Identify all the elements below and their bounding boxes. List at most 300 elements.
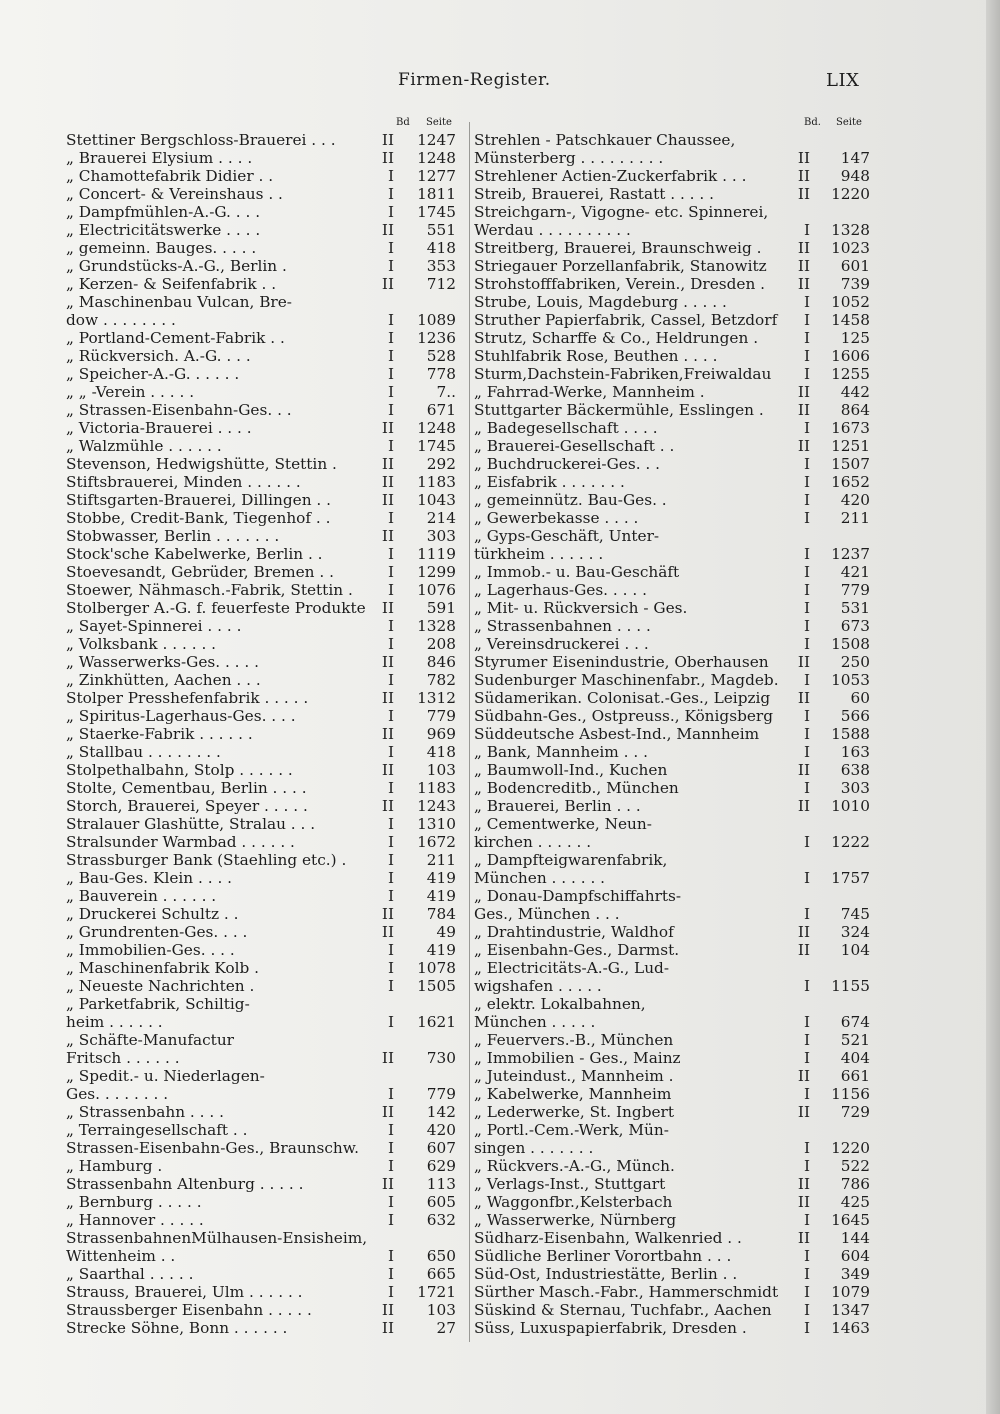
entry-page: 49: [436, 923, 456, 941]
entry-volume: II: [381, 689, 394, 707]
entry-page: 784: [426, 905, 456, 923]
entry-volume: II: [381, 419, 394, 437]
entry-volume: I: [387, 563, 394, 581]
register-entry: [66, 1229, 468, 1247]
register-entry: [474, 689, 872, 707]
entry-name: „ Speicher-A.-G. . . . . .: [66, 365, 240, 383]
entry-name: Strecke Söhne, Bonn . . . . . .: [66, 1319, 288, 1337]
entry-name: „ Bodencreditb., München: [474, 779, 679, 797]
entry-name: München . . . . .: [474, 1013, 596, 1031]
entry-name: Süddeutsche Asbest-Ind., Mannheim: [474, 725, 760, 743]
right-column: [474, 117, 872, 1337]
entry-name: „ Walzmühle . . . . . .: [66, 437, 222, 455]
register-entry: [474, 185, 872, 203]
entry-volume: I: [387, 383, 394, 401]
entry-volume: II: [381, 455, 394, 473]
entry-name: „ Maschinenfabrik Kolb .: [66, 959, 260, 977]
entry-name: „ Mit- u. Rückversich - Ges.: [474, 599, 688, 617]
register-entry: [66, 401, 468, 419]
entry-name: „ Verlags-Inst., Stuttgart: [474, 1175, 666, 1193]
entry-volume: II: [381, 653, 394, 671]
entry-page: 864: [840, 401, 870, 419]
register-entry: [474, 1121, 872, 1139]
register-entry: [66, 1247, 468, 1265]
entry-volume: II: [381, 527, 394, 545]
entry-volume: I: [387, 167, 394, 185]
register-entry: [66, 311, 468, 329]
entry-volume: I: [387, 581, 394, 599]
entry-name: „ Staerke-Fabrik . . . . . .: [66, 725, 253, 743]
entry-name: „ Wasserwerke, Nürnberg: [474, 1211, 677, 1229]
register-entry: [66, 491, 468, 509]
register-entry: [66, 221, 468, 239]
entry-page: 1043: [417, 491, 456, 509]
entry-page: 786: [840, 1175, 870, 1193]
register-entry: [66, 635, 468, 653]
register-entry: [474, 437, 872, 455]
entry-volume: II: [381, 923, 394, 941]
register-entry: [66, 1193, 468, 1211]
entry-page: 1721: [417, 1283, 456, 1301]
entry-name: „ Gyps-Geschäft, Unter-: [474, 527, 660, 545]
register-entry: [66, 599, 468, 617]
page-title: Firmen-Register.: [398, 70, 551, 90]
entry-volume: I: [387, 1157, 394, 1175]
register-entry: [474, 599, 872, 617]
entry-volume: I: [803, 977, 810, 995]
entry-name: Stiftsgarten-Brauerei, Dillingen . .: [66, 491, 332, 509]
entry-name: Sturm,Dachstein-Fabriken,Freiwaldau: [474, 365, 772, 383]
entry-page: 404: [840, 1049, 870, 1067]
register-entry: [474, 1139, 872, 1157]
entry-page: 419: [426, 887, 456, 905]
entry-name: Struther Papierfabrik, Cassel, Betzdorf: [474, 311, 778, 329]
entry-page: 969: [426, 725, 456, 743]
entry-name: Stoewer, Nähmasch.-Fabrik, Stettin .: [66, 581, 353, 599]
register-entry: [474, 707, 872, 725]
entry-page: 420: [840, 491, 870, 509]
register-entry: [66, 1283, 468, 1301]
entry-volume: I: [387, 869, 394, 887]
register-entry: [66, 869, 468, 887]
entry-volume: I: [803, 311, 810, 329]
entry-volume: I: [387, 779, 394, 797]
entry-page: 442: [840, 383, 870, 401]
entry-volume: I: [803, 1157, 810, 1175]
entry-name: „ Chamottefabrik Didier . .: [66, 167, 274, 185]
register-entry: [66, 671, 468, 689]
entry-volume: II: [381, 725, 394, 743]
entry-name: „ Hamburg .: [66, 1157, 163, 1175]
entry-name: „ Grundstücks-A.-G., Berlin .: [66, 257, 287, 275]
entry-page: 420: [426, 1121, 456, 1139]
entry-name: Stralauer Glashütte, Stralau . . .: [66, 815, 316, 833]
entry-volume: I: [803, 743, 810, 761]
entry-page: 605: [426, 1193, 456, 1211]
register-entry: [66, 1175, 468, 1193]
register-entry: [474, 563, 872, 581]
register-entry: [474, 1211, 872, 1229]
register-entry: [474, 347, 872, 365]
entry-volume: I: [387, 545, 394, 563]
entry-volume: I: [803, 1283, 810, 1301]
entry-volume: II: [797, 257, 810, 275]
entry-page: 1236: [417, 329, 456, 347]
register-entry: [474, 1067, 872, 1085]
entry-page: 638: [840, 761, 870, 779]
entry-page: 27: [436, 1319, 456, 1337]
entry-page: 1053: [831, 671, 870, 689]
register-entry: [66, 617, 468, 635]
entry-volume: II: [381, 599, 394, 617]
entry-name: „ Fahrrad-Werke, Mannheim .: [474, 383, 705, 401]
register-entry: [474, 977, 872, 995]
register-entry: [66, 707, 468, 725]
entry-volume: I: [387, 1283, 394, 1301]
entry-page: 779: [426, 707, 456, 725]
register-entry: [66, 527, 468, 545]
entry-name: dow . . . . . . . .: [66, 311, 176, 329]
register-entry: [66, 1157, 468, 1175]
register-entry: [474, 1265, 872, 1283]
entry-page: 730: [426, 1049, 456, 1067]
register-entry: [66, 1085, 468, 1103]
entry-volume: I: [803, 635, 810, 653]
entry-name: „ Brauerei, Berlin . . .: [474, 797, 641, 815]
entry-volume: I: [387, 617, 394, 635]
entry-volume: II: [797, 1067, 810, 1085]
entry-name: „ Rückvers.-A.-G., Münch.: [474, 1157, 675, 1175]
entry-volume: II: [797, 689, 810, 707]
entry-volume: II: [797, 941, 810, 959]
entry-name: Strutz, Scharffe & Co., Heldrungen .: [474, 329, 759, 347]
entry-name: Stuttgarter Bäckermühle, Esslingen .: [474, 401, 764, 419]
entry-page: 779: [840, 581, 870, 599]
entry-name: „ Hannover . . . . .: [66, 1211, 204, 1229]
register-entry: [66, 1139, 468, 1157]
register-entry: [474, 419, 872, 437]
entry-name: Strehlen - Patschkauer Chaussee,: [474, 131, 736, 149]
register-entry: [474, 851, 872, 869]
entry-name: „ Cementwerke, Neun-: [474, 815, 652, 833]
entry-name: „ Volksbank . . . . . .: [66, 635, 217, 653]
entry-name: „ Dampfteigwarenfabrik,: [474, 851, 668, 869]
entry-page: 1606: [831, 347, 870, 365]
register-entry: [474, 1013, 872, 1031]
entry-name: Stoevesandt, Gebrüder, Bremen . .: [66, 563, 334, 581]
entry-page: 7..: [436, 383, 456, 401]
register-entry: [66, 1265, 468, 1283]
entry-name: Streib, Brauerei, Rastatt . . . . .: [474, 185, 714, 203]
entry-page: 1745: [417, 203, 456, 221]
entry-name: „ Kabelwerke, Mannheim: [474, 1085, 672, 1103]
entry-volume: I: [387, 1139, 394, 1157]
bd-header: Bd: [396, 117, 410, 128]
entry-volume: I: [387, 239, 394, 257]
register-entry: [474, 761, 872, 779]
entry-name: Stock'sche Kabelwerke, Berlin . .: [66, 545, 323, 563]
entry-volume: II: [797, 1103, 810, 1121]
register-entry: [474, 239, 872, 257]
entry-volume: I: [387, 509, 394, 527]
entry-name: „ Lederwerke, St. Ingbert: [474, 1103, 675, 1121]
entry-name: Striegauer Porzellanfabrik, Stanowitz: [474, 257, 767, 275]
entry-volume: I: [387, 977, 394, 995]
entry-volume: II: [797, 275, 810, 293]
entry-page: 1505: [417, 977, 456, 995]
register-entry: [474, 725, 872, 743]
register-entry: [66, 977, 468, 995]
entry-name: „ Kerzen- & Seifenfabrik . .: [66, 275, 277, 293]
entry-volume: I: [803, 1265, 810, 1283]
register-entry: [474, 221, 872, 239]
entry-volume: I: [387, 347, 394, 365]
entry-name: Strassen-Eisenbahn-Ges., Braunschw.: [66, 1139, 359, 1157]
register-entry: [66, 1031, 468, 1049]
entry-name: Storch, Brauerei, Speyer . . . . .: [66, 797, 308, 815]
entry-page: 349: [840, 1265, 870, 1283]
entry-volume: I: [803, 293, 810, 311]
entry-name: „ Feuervers.-B., München: [474, 1031, 674, 1049]
register-entry: [66, 545, 468, 563]
entry-name: Münsterberg . . . . . . . . .: [474, 149, 664, 167]
register-entry: [66, 815, 468, 833]
register-entry: [474, 383, 872, 401]
register-entry: [474, 131, 872, 149]
entry-name: Strube, Louis, Magdeburg . . . . .: [474, 293, 727, 311]
entry-volume: II: [381, 221, 394, 239]
register-entry: [474, 311, 872, 329]
entry-volume: II: [381, 761, 394, 779]
entry-volume: I: [803, 1085, 810, 1103]
entry-page: 303: [426, 527, 456, 545]
entry-page: 1078: [417, 959, 456, 977]
register-entry: [66, 275, 468, 293]
entry-page: 1652: [831, 473, 870, 491]
entry-page: 566: [840, 707, 870, 725]
register-entry: [66, 851, 468, 869]
entry-page: 418: [426, 743, 456, 761]
register-entry: [66, 455, 468, 473]
entry-name: „ Grundrenten-Ges. . . .: [66, 923, 248, 941]
entry-page: 1277: [417, 167, 456, 185]
entry-name: „ Brauerei-Gesellschaft . .: [474, 437, 675, 455]
entry-page: 419: [426, 869, 456, 887]
page-edge: [986, 0, 1000, 1414]
entry-volume: II: [797, 149, 810, 167]
entry-volume: I: [803, 545, 810, 563]
entry-name: singen . . . . . . .: [474, 1139, 594, 1157]
entry-page: 144: [840, 1229, 870, 1247]
entry-page: 1347: [831, 1301, 870, 1319]
register-entry: [66, 959, 468, 977]
register-entry: [66, 1013, 468, 1031]
entry-page: 1243: [417, 797, 456, 815]
entry-name: „ Electricitäts-A.-G., Lud-: [474, 959, 670, 977]
entry-name: Wittenheim . .: [66, 1247, 176, 1265]
entry-name: München . . . . . .: [474, 869, 606, 887]
entry-page: 1645: [831, 1211, 870, 1229]
entry-page: 1811: [417, 185, 456, 203]
entry-name: türkheim . . . . . .: [474, 545, 604, 563]
entry-name: „ Lagerhaus-Ges. . . . .: [474, 581, 647, 599]
left-column: [66, 117, 468, 1337]
entry-page: 1458: [831, 311, 870, 329]
entry-volume: I: [387, 635, 394, 653]
entry-page: 1251: [831, 437, 870, 455]
entry-page: 1220: [831, 185, 870, 203]
register-entry: [66, 293, 468, 311]
register-entry: [474, 995, 872, 1013]
entry-page: 674: [840, 1013, 870, 1031]
entry-name: Süss, Luxuspapierfabrik, Dresden .: [474, 1319, 747, 1337]
right-column-header: [474, 117, 872, 131]
entry-volume: II: [381, 131, 394, 149]
entry-page: 1248: [417, 419, 456, 437]
entry-volume: II: [381, 1049, 394, 1067]
entry-volume: II: [797, 761, 810, 779]
entry-volume: I: [387, 959, 394, 977]
entry-page: 208: [426, 635, 456, 653]
register-entry: [474, 167, 872, 185]
register-entry: [66, 743, 468, 761]
register-entry: [66, 419, 468, 437]
entry-volume: I: [803, 509, 810, 527]
register-entry: [66, 833, 468, 851]
entry-volume: I: [803, 707, 810, 725]
entry-page: 712: [426, 275, 456, 293]
entry-volume: II: [381, 473, 394, 491]
entry-volume: I: [387, 1247, 394, 1265]
entry-page: 292: [426, 455, 456, 473]
register-entry: [474, 1031, 872, 1049]
register-entry: [474, 581, 872, 599]
entry-page: 521: [840, 1031, 870, 1049]
register-entry: [66, 473, 468, 491]
entry-page: 1310: [417, 815, 456, 833]
entry-name: „ Drahtindustrie, Waldhof: [474, 923, 674, 941]
entry-page: 948: [840, 167, 870, 185]
register-entry: [474, 275, 872, 293]
register-entry: [66, 995, 468, 1013]
entry-name: Strassburger Bank (Staehling etc.) .: [66, 851, 347, 869]
entry-volume: I: [803, 563, 810, 581]
register-entry: [474, 617, 872, 635]
entry-page: 745: [840, 905, 870, 923]
entry-name: „ Concert- & Vereinshaus . .: [66, 185, 283, 203]
register-entry: [474, 1049, 872, 1067]
entry-page: 629: [426, 1157, 456, 1175]
entry-page: 1237: [831, 545, 870, 563]
register-entry: [474, 797, 872, 815]
register-entry: [66, 1067, 468, 1085]
entry-volume: I: [387, 203, 394, 221]
register-entry: [474, 1157, 872, 1175]
entry-volume: I: [387, 437, 394, 455]
entry-page: 1248: [417, 149, 456, 167]
register-entry: [66, 1103, 468, 1121]
entry-volume: I: [387, 815, 394, 833]
entry-name: „ Badegesellschaft . . . .: [474, 419, 658, 437]
entry-name: Stolper Presshefenfabrik . . . . .: [66, 689, 309, 707]
register-entry: [474, 815, 872, 833]
register-entry: [474, 203, 872, 221]
register-entry: [474, 869, 872, 887]
register-entry: [66, 905, 468, 923]
entry-name: Südamerikan. Colonisat.-Ges., Leipzig: [474, 689, 771, 707]
register-entry: [66, 131, 468, 149]
entry-name: „ Saarthal . . . . .: [66, 1265, 194, 1283]
entry-name: „ Baumwoll-Ind., Kuchen: [474, 761, 668, 779]
entry-name: Stevenson, Hedwigshütte, Stettin .: [66, 455, 337, 473]
entry-page: 1023: [831, 239, 870, 257]
entry-page: 1299: [417, 563, 456, 581]
register-entry: [66, 1049, 468, 1067]
register-entry: [66, 725, 468, 743]
entry-page: 522: [840, 1157, 870, 1175]
entry-volume: I: [387, 671, 394, 689]
entry-name: „ Neueste Nachrichten .: [66, 977, 255, 995]
entry-page: 1507: [831, 455, 870, 473]
entry-page: 421: [840, 563, 870, 581]
entry-page: 419: [426, 941, 456, 959]
register-entry: [474, 941, 872, 959]
register-entry: [474, 257, 872, 275]
entry-name: „ elektr. Lokalbahnen,: [474, 995, 646, 1013]
entry-name: Fritsch . . . . . .: [66, 1049, 180, 1067]
entry-name: Strehlener Actien-Zuckerfabrik . . .: [474, 167, 747, 185]
register-entry: [474, 779, 872, 797]
page-header: [0, 70, 1000, 94]
register-entry: [474, 1229, 872, 1247]
entry-volume: I: [803, 365, 810, 383]
entry-name: „ Bauverein . . . . . .: [66, 887, 217, 905]
entry-volume: I: [803, 1013, 810, 1031]
entry-name: „ Strassenbahnen . . . .: [474, 617, 651, 635]
entry-volume: II: [797, 401, 810, 419]
entry-name: „ Parketfabrik, Schiltig-: [66, 995, 250, 1013]
entry-volume: I: [387, 1085, 394, 1103]
register-entry: [66, 257, 468, 275]
column-divider: [469, 122, 470, 1342]
entry-volume: I: [803, 581, 810, 599]
entry-page: 1463: [831, 1319, 870, 1337]
entry-page: 1255: [831, 365, 870, 383]
entry-name: „ Sayet-Spinnerei . . . .: [66, 617, 242, 635]
entry-name: Süskind & Sternau, Tuchfabr., Aachen: [474, 1301, 772, 1319]
entry-name: Süd-Ost, Industriestätte, Berlin . .: [474, 1265, 738, 1283]
entry-volume: I: [387, 743, 394, 761]
register-entry: [474, 1085, 872, 1103]
register-entry: [66, 1319, 468, 1337]
register-entry: [474, 491, 872, 509]
entry-page: 211: [426, 851, 456, 869]
entry-volume: I: [387, 707, 394, 725]
entry-name: „ Druckerei Schultz . .: [66, 905, 239, 923]
entry-name: „ Brauerei Elysium . . . .: [66, 149, 253, 167]
seite-header: Seite: [836, 117, 862, 128]
entry-page: 418: [426, 239, 456, 257]
entry-volume: II: [797, 383, 810, 401]
register-entry: [474, 455, 872, 473]
entry-volume: I: [387, 185, 394, 203]
entry-volume: I: [387, 1265, 394, 1283]
entry-page: 1119: [417, 545, 456, 563]
entry-name: Sürther Masch.-Fabr., Hammerschmidt: [474, 1283, 779, 1301]
entry-volume: II: [797, 1229, 810, 1247]
entry-page: 1247: [417, 131, 456, 149]
entry-volume: I: [387, 887, 394, 905]
